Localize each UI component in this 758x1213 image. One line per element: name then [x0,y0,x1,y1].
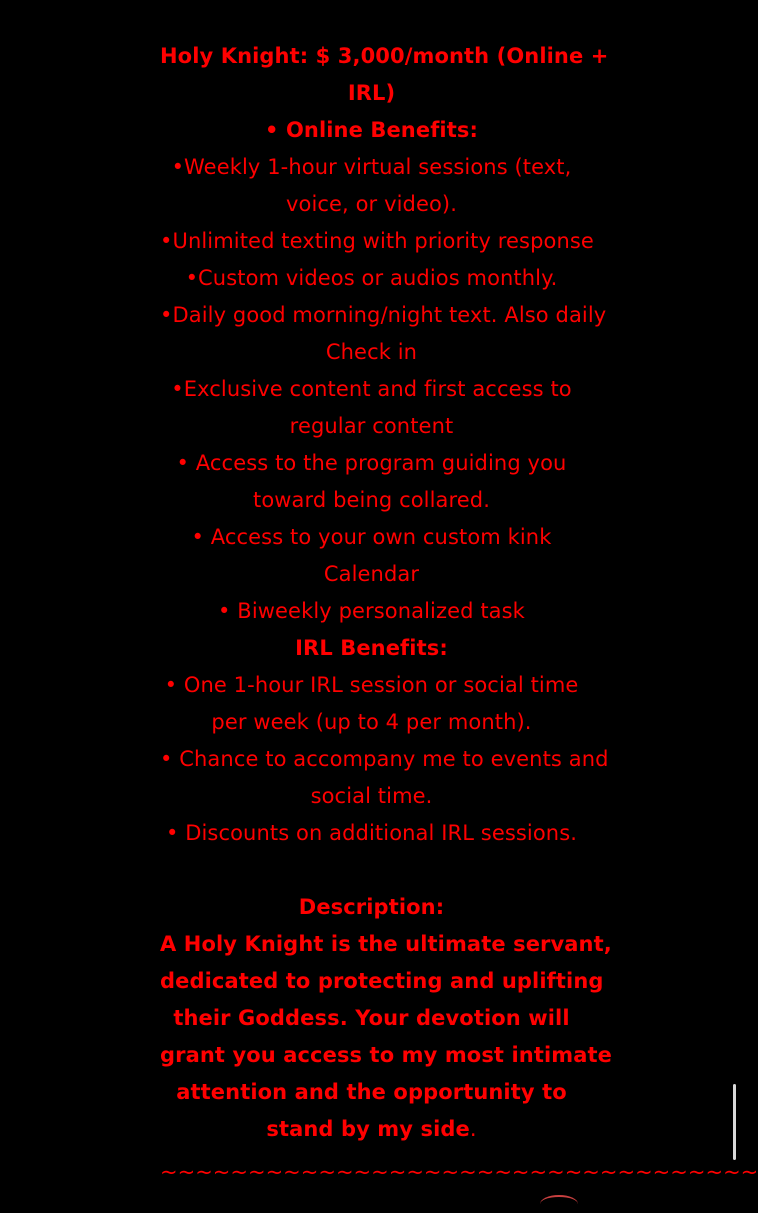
benefit-line: per week (up to 4 per month). [211,710,532,734]
benefit-line: • Biweekly personalized task [218,599,525,623]
benefit-line: • Access to the program guiding you [176,451,567,475]
online-benefits-heading: • Online Benefits: [265,118,478,142]
benefit-line: • One 1-hour IRL session or social time [164,673,579,697]
benefit-line: Calendar [323,562,420,586]
description-line: their Goddess. Your devotion will [173,1006,570,1030]
tier-title-line-2: IRL) [347,81,396,105]
scrollbar[interactable] [733,1084,736,1160]
description-line: A Holy Knight is the ultimate servant, [160,932,612,956]
benefit-line: regular content [289,414,454,438]
benefit-line: toward being collared. [252,488,491,512]
online-benefits-list [160,149,607,630]
benefit-line: •Custom videos or audios monthly. [185,266,558,290]
benefit-line: voice, or video). [285,192,457,216]
description-period: . [469,1117,477,1141]
description-line: dedicated to protecting and uplifting [160,969,604,993]
description-line: grant you access to my most intimate [160,1043,612,1067]
floating-button-edge[interactable] [540,1195,578,1213]
description-heading: Description: [298,895,445,919]
benefit-line: social time. [310,784,433,808]
irl-benefits-heading: IRL Benefits: [295,636,448,660]
description-body [160,926,612,1148]
description-line-last [160,1111,583,1148]
tier-description [160,38,612,1148]
tier-title-line-1: Holy Knight: $ 3,000/month (Online + [160,44,609,68]
description-line: attention and the opportunity to [176,1080,567,1104]
benefit-line: •Weekly 1-hour virtual sessions (text, [171,155,572,179]
irl-benefits-list [160,667,609,852]
tilde-divider: ~~~~~~~~~~~~~~~~~~~~~~~~~~~~~~~~~~ [160,1160,758,1184]
benefit-line: • Discounts on additional IRL sessions. [165,821,578,845]
description-line-text: stand by my side [266,1117,470,1141]
benefit-line: •Exclusive content and first access to [171,377,572,401]
benefit-line: • Access to your own custom kink [191,525,552,549]
benefit-line: Check in [325,340,418,364]
benefit-line: • Chance to accompany me to events and [160,747,609,771]
benefit-line: •Daily good morning/night text. Also daily [160,303,607,327]
benefit-line: •Unlimited texting with priority response [160,229,594,253]
blank-line [160,852,583,889]
